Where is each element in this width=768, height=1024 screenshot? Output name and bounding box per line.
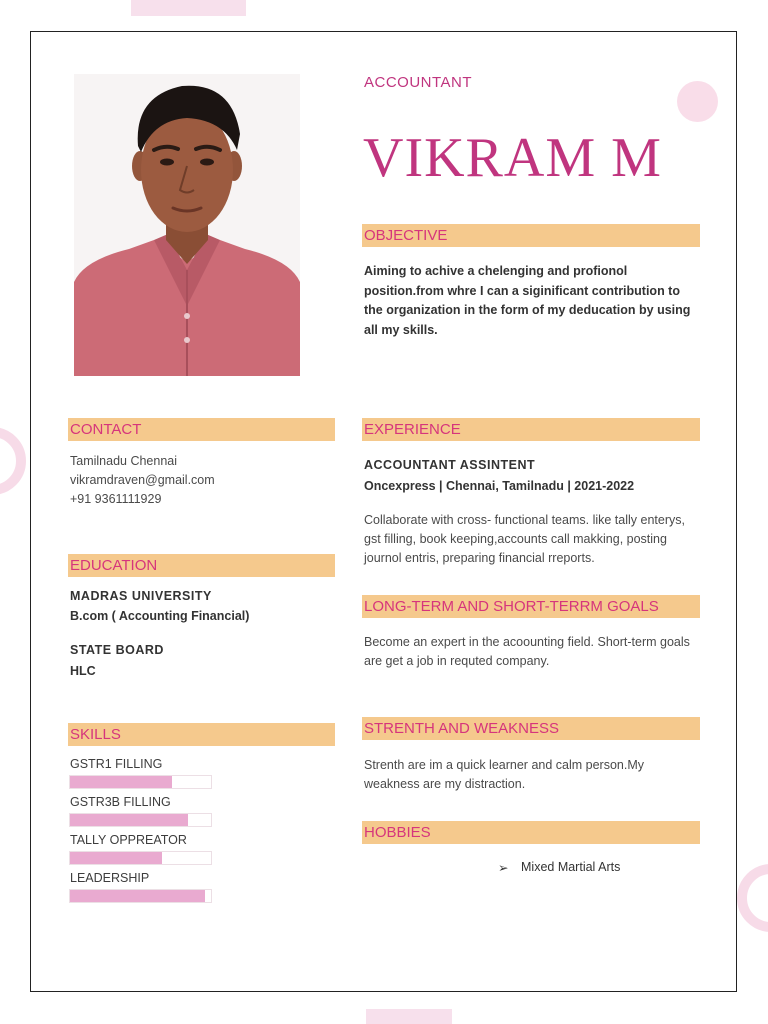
experience-title: ACCOUNTANT ASSINTENT — [364, 458, 536, 472]
education-institution: MADRAS UNIVERSITY — [70, 589, 212, 603]
contact-email: vikramdraven@gmail.com — [70, 473, 215, 487]
education-heading: EDUCATION — [68, 554, 335, 577]
job-title: ACCOUNTANT — [364, 74, 473, 91]
right-decor-ring — [737, 864, 768, 932]
education-institution: STATE BOARD — [70, 643, 164, 657]
hobbies-heading: HOBBIES — [362, 821, 700, 844]
skill-label: GSTR1 FILLING — [70, 757, 163, 771]
goals-heading: LONG-TERM AND SHORT-TERRM GOALS — [362, 595, 700, 618]
profile-photo — [74, 74, 300, 376]
education-degree: B.com ( Accounting Financial) — [70, 609, 250, 623]
contact-heading: CONTACT — [68, 418, 335, 441]
experience-description: Collaborate with cross- functional teams. like tally enterys, gst filling, book keeping,accounts call makking, posting journol entris, preparing financial rreports. — [364, 513, 685, 565]
skill-label: TALLY OPPREATOR — [70, 833, 187, 847]
bottom-decor-bar — [366, 1009, 452, 1024]
bullet-arrow-icon: ➢ — [498, 861, 509, 875]
strength-text: Strenth are im a quick learner and calm person.My weakness are my distraction. — [364, 758, 644, 791]
decor-circle — [677, 81, 718, 122]
goals-text: Become an expert in the acoounting field. Short-term goals are get a job in requted company. — [364, 635, 690, 668]
skill-bar — [69, 889, 212, 903]
contact-phone: +91 9361111929 — [70, 492, 162, 506]
skill-bar-fill — [70, 890, 205, 902]
skill-bar-fill — [70, 814, 188, 826]
education-degree: HLC — [70, 664, 96, 678]
contact-location: Tamilnadu Chennai — [70, 454, 178, 468]
objective-text: Aiming to achive a chelenging and profionol position.from whre I can a siginificant contribution to the organization in the form of my deducation by using all my skills. — [364, 264, 691, 337]
top-decor-bar — [131, 0, 246, 16]
left-decor-ring — [0, 427, 26, 495]
skill-bar-fill — [70, 852, 162, 864]
hobby-item: Mixed Martial Arts — [521, 860, 621, 874]
skills-heading: SKILLS — [68, 723, 335, 746]
objective-heading: OBJECTIVE — [362, 224, 700, 247]
skill-bar — [69, 851, 212, 865]
experience-company: Oncexpress | Chennai, Tamilnadu | 2021-2022 — [364, 479, 635, 493]
skill-label: GSTR3B FILLING — [70, 795, 171, 809]
candidate-name: VIKRAM M — [363, 127, 662, 189]
skill-bar — [69, 813, 212, 827]
skill-bar-fill — [70, 776, 172, 788]
strength-heading: STRENTH AND WEAKNESS — [362, 717, 700, 740]
experience-heading: EXPERIENCE — [362, 418, 700, 441]
skill-label: LEADERSHIP — [70, 871, 150, 885]
skill-bar — [69, 775, 212, 789]
